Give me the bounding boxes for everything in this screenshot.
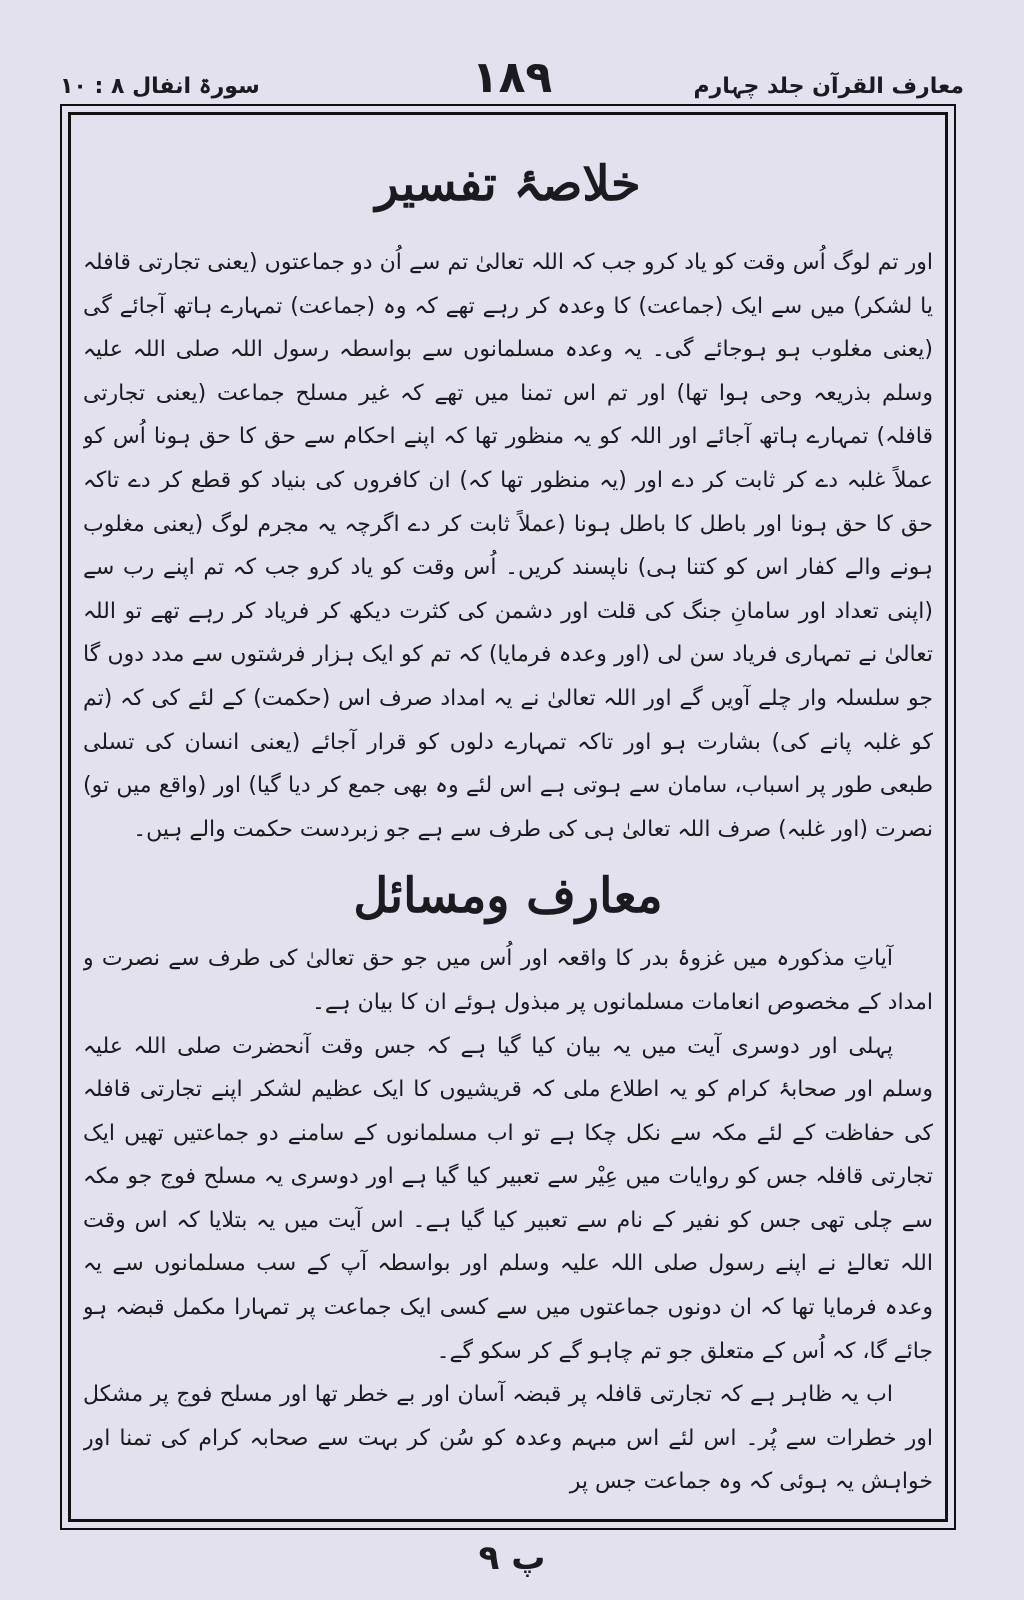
page-number: ۱۸۹ bbox=[471, 52, 553, 103]
book-title: معارف القرآن جلد چہارم bbox=[693, 74, 964, 99]
page-content bbox=[83, 125, 933, 1511]
surah-reference: سورۃ انفال ۸ : ۱۰ bbox=[60, 74, 260, 99]
maarif-paragraph-3: اب یہ ظاہر ہے کہ تجارتی قافلہ پر قبضہ آسان اور بے خطر تھا اور مسلح فوج پر مشکل اور خطرات سے پُر۔ اس لئے اس مبہم وعدہ کو سُن کر بہت سے صحابہ کرام کی تمنا اور خواہش یہ ہوئی کہ وہ جماعت جس پر bbox=[83, 1382, 933, 1495]
signature-mark: پ ۹ bbox=[478, 1538, 546, 1578]
maarif-paragraph-2: پہلی اور دوسری آیت میں یہ بیان کیا گیا ہے کہ جس وقت آنحضرت صلی اللہ علیہ وسلم اور صحابۂ کرام کو یہ اطلاع ملی کہ قریشیوں کا ایک عظیم لشکر اپنے تجارتی قافلہ کی حفاظت کے لئے مکہ سے نکل چکا ہے تو اب مسلمانوں کے سامنے دو جماعتیں تھیں ایک تجارتی قافلہ جس کو روایات میں عِیْر سے تعبیر کیا گیا ہے اور دوسری یہ مسلح فوج جو مکہ سے چلی تھی جس کو نفیر کے نام سے تعبیر کیا گیا ہے۔ اس آیت میں یہ بتلایا کہ اس وقت اللہ تعالےٰ نے اپنے رسول صلی اللہ علیہ وسلم اور بواسطہ آپ کے سب مسلمانوں سے یہ وعدہ فرمایا تھا کہ ان دونوں جماعتوں میں سے کسی ایک جماعت پر تمہارا مکمل قبضہ ہو جائے گا، کہ اُس کے متعلق جو تم چاہو گے کر سکو گے۔ bbox=[83, 1033, 933, 1364]
page-border-inner bbox=[68, 112, 948, 1522]
section-heading-tafseer: خلاصۂ تفسیر bbox=[375, 156, 641, 212]
section-heading-maarif: معارف ومسائل bbox=[353, 868, 663, 925]
tafseer-paragraph: اور تم لوگ اُس وقت کو یاد کرو جب کہ اللہ تعالیٰ تم سے اُن دو جماعتوں (یعنی تجارتی قافلہ یا لشکر) میں سے ایک (جماعت) کا وعدہ کر رہے تھے کہ وہ (جماعت) تمہارے ہاتھ آجائے گی (یعنی مغلوب ہو ہوجائے گی۔ یہ وعدہ مسلمانوں سے بواسطہ رسول اللہ صلی اللہ علیہ وسلم بذریعہ وحی ہوا تھا) اور تم اس تمنا میں تھے کہ غیر مسلح جماعت (یعنی تجارتی قافلہ) تمہارے ہاتھ آجائے اور اللہ کو یہ منظور تھا کہ اپنے احکام سے حق کا حق ہونا اُس کو عملاً غلبہ دے کر ثابت کر دے اور (یہ منظور تھا کہ) ان کافروں کی بنیاد کو قطع کر دے تاکہ حق کا حق ہونا اور باطل کا باطل ہونا (عملاً ثابت کر دے اگرچہ یہ مجرم لوگ (یعنی مغلوب ہونے والے کفار اس کو کتنا ہی) ناپسند کریں۔ اُس وقت کو یاد کرو جب کہ تم اپنے رب سے (اپنی تعداد اور سامانِ جنگ کی قلت اور دشمن کی کثرت دیکھ کر فریاد کر رہے تھے تو اللہ تعالیٰ نے تمہاری فریاد سن لی (اور وعدہ فرمایا) کہ تم کو ایک ہزار فرشتوں سے مدد دوں گا جو سلسلہ وار چلے آویں گے اور اللہ تعالیٰ نے یہ امداد صرف اس (حکمت) کے لئے کی کہ (تم کو غلبہ پانے کی) بشارت ہو اور تاکہ تمہارے دلوں کو قرار آجائے (یعنی انسان کی تسلی طبعی طور پر اسباب، سامان سے ہوتی ہے اس لئے وہ بھی جمع کر دیا گیا) اور (واقع میں تو) نصرت (اور غلبہ) صرف اللہ تعالیٰ ہی کی طرف سے ہے جو زبردست حکمت والے ہیں۔ bbox=[83, 250, 933, 842]
maarif-paragraph-1: آیاتِ مذکورہ میں غزوۂ بدر کا واقعہ اور اُس میں جو حق تعالیٰ کی طرف سے نصرت و امداد کے مخصوص انعامات مسلمانوں پر مبذول ہوئے ان کا بیان ہے۔ bbox=[83, 946, 933, 1015]
page-border bbox=[60, 104, 956, 1530]
running-head bbox=[60, 52, 964, 112]
